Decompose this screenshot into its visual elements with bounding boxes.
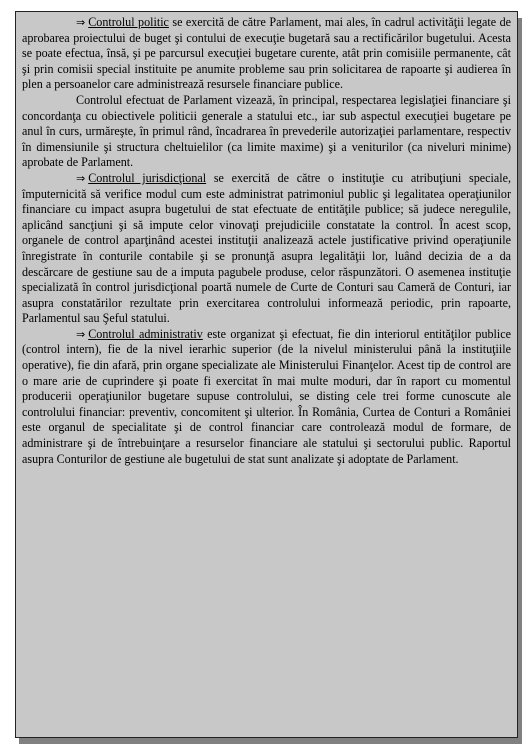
paragraph-political-control xyxy=(22,15,511,93)
paragraph-jurisdictional-control xyxy=(22,171,511,327)
text-frame xyxy=(5,4,519,737)
text-box xyxy=(15,11,518,738)
paragraph-text: este organizat şi efectuat, fie din interiorul entităţilor publice (control intern), fie de la nivel ierarhic superior (de la nivelul ministerului până la instituţiile operative), fie din afară, prin organe specializate ale Ministerului Finanţelor. Acest tip de control are o mare arie de cuprindere şi poate fi exercitat în mai multe moduri, dar în raport cu momentul producerii operaţiunilor bugetare supuse controlului, se disting cele trei forme cunoscute ale controlului financiar: preventiv, concomitent şi ulterior. În România, Curtea de Conturi a României este organul de specialitate şi de control financiar care controlează modul de formare, de administrare şi de întrebuinţare a resurselor financiare ale statului şi sectorului public. Raportul asupra Conturilor de gestiune ale bugetului de stat sunt analizate şi adoptate de Parlament. xyxy=(22,326,512,466)
arrow-icon: ⇒ xyxy=(76,171,86,185)
arrow-icon: ⇒ xyxy=(76,327,86,341)
term-jurisdictional-control: Controlul jurisdicţional xyxy=(88,170,207,185)
paragraph-parliament-control xyxy=(22,93,511,171)
term-political-control: Controlul politic xyxy=(88,15,169,29)
term-administrative-control: Controlul administrativ xyxy=(88,326,203,341)
paragraph-text: se exercită de către Parlament, mai ales, în cadrul activităţii legate de aprobarea proiectului de buget şi contului de execuţie bugetară sau a rectificărilor bugetului. Acesta se poate efectua, însă, şi pe parcursul execuţiei bugetare curente, atât prin comisiile permanente, cât şi prin comisii special instituite pe anumite probleme sau prin solicitarea de rapoarte şi audierea în plen a persoanelor care administrează resursele financiare publice. xyxy=(22,15,511,92)
paragraph-text: se exercită de către o instituţie cu atribuţiuni speciale, împuternicită să verifice modul cum este administrat patrimoniul public şi legalitatea operaţiunilor financiare cu impact asupra bugetului de stat efectuate de entităţile publice; să judece neregulile, aplicând sancţiuni şi să impute celor vinovaţi prejudiciile constatate la control. În acest scop, organele de control aparţinând acestei instituţii analizează actele justificative privind operaţiunile înregistrate în conturile contabile şi se pronunţă asupra legalităţii lor, luând decizia de a da descărcare de gestiune sau de a imputa pagubele produse, celor răspunzători. O asemenea instituţie specializată în control jurisdicţional poartă numele de Curte de Conturi sau Cameră de Conturi, iar asupra constatărilor rezultate prin exercitarea controlului informează periodic, prin rapoarte, Parlamentul sau Şeful statului. xyxy=(22,170,511,326)
paragraph-text: Controlul efectuat de Parlament vizează, în principal, respectarea legislaţiei financiare şi concordanţa cu obiectivele politicii generale a statului etc., iar sub aspectul execuţiei bugetare pe anul în curs, urmăreşte, în primul rând, încadrarea în prevederile autorizaţiei parlamentare, respectiv în dimensiunile şi structura cheltuielilor (ca limite maxime) şi a veniturilor (ca niveluri minime) aprobate de Parlament. xyxy=(22,92,511,170)
arrow-icon: ⇒ xyxy=(76,16,86,29)
paragraph-administrative-control xyxy=(22,327,511,467)
document-body xyxy=(22,15,511,467)
